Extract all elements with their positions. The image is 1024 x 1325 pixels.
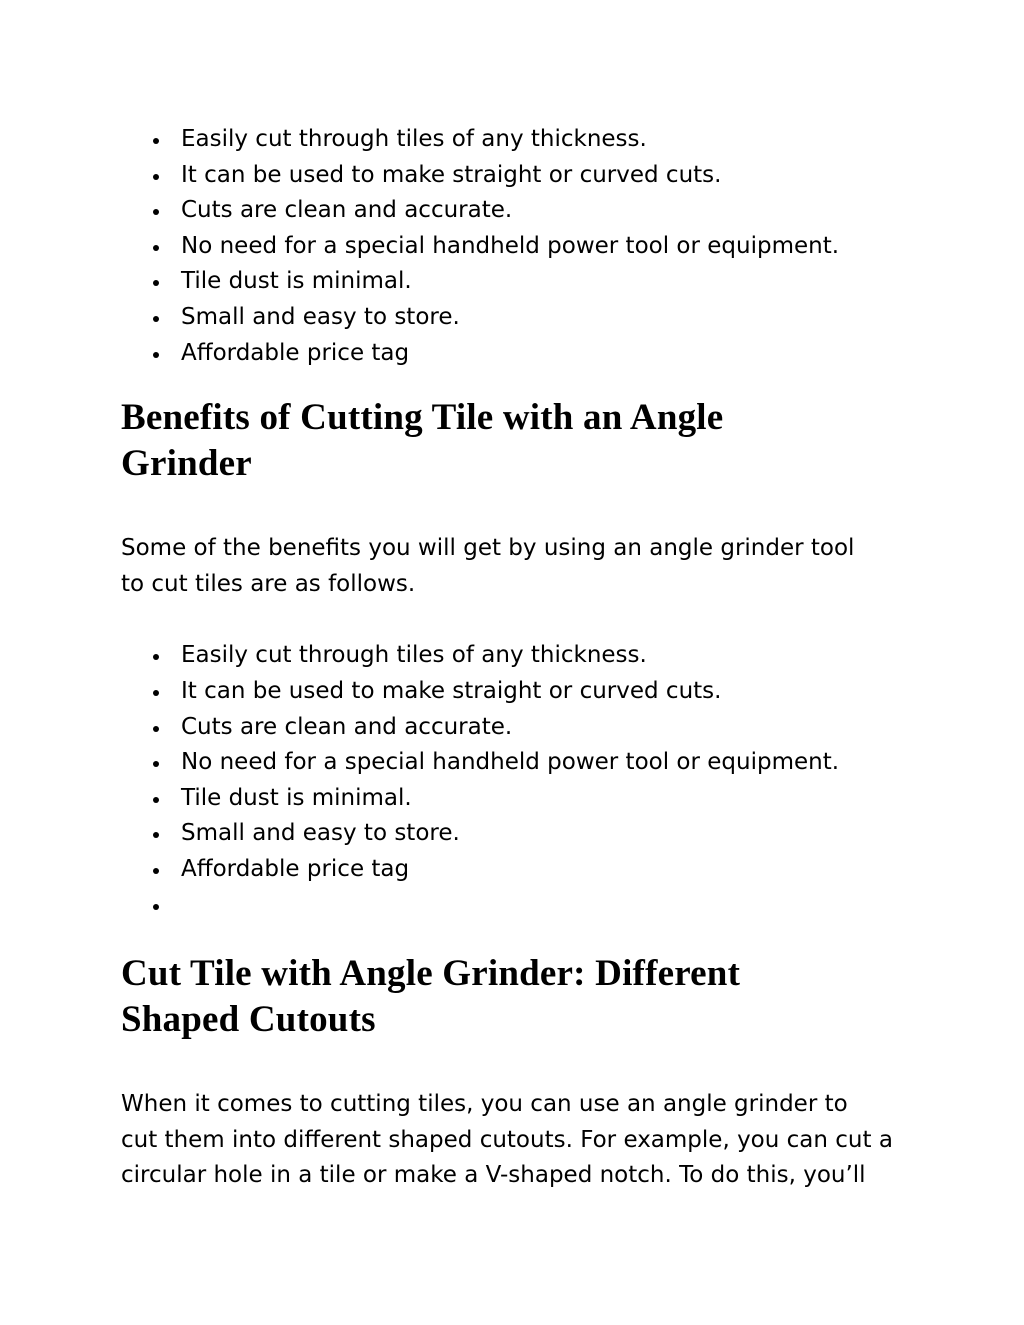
benefits-intro-paragraph: [121, 531, 911, 602]
list-item: [121, 158, 911, 194]
paragraph-line: circular hole in a tile or make a V-shaped notch. To do this, you’ll: [121, 1162, 866, 1189]
paragraph-line: to cut tiles are as follows.: [121, 570, 416, 597]
list-item: [121, 674, 911, 710]
list-item: [121, 336, 911, 372]
list-item: [121, 816, 911, 852]
list-item: [121, 264, 911, 300]
list-item-text: Affordable price tag: [181, 339, 410, 366]
bullet-icon: [153, 797, 159, 803]
bullet-icon: [153, 726, 159, 732]
paragraph-line: Some of the benefits you will get by using an angle grinder tool: [121, 535, 855, 562]
bullet-icon: [153, 280, 159, 286]
shaped-cutouts-paragraph: [121, 1087, 911, 1194]
list-item-text: Affordable price tag: [181, 855, 410, 882]
bullet-icon: [153, 316, 159, 322]
bullet-icon: [153, 832, 159, 838]
bullet-icon: [153, 352, 159, 358]
bullet-icon: [153, 209, 159, 215]
section-heading-benefits: [121, 395, 911, 487]
list-item-text: Easily cut through tiles of any thickness.: [181, 642, 647, 669]
heading-line: Shaped Cutouts: [121, 999, 376, 1041]
heading-line: Grinder: [121, 443, 252, 485]
list-item-text: Cuts are clean and accurate.: [181, 713, 513, 740]
bullet-icon: [153, 904, 159, 910]
bullet-icon: [153, 245, 159, 251]
list-item: [121, 229, 911, 265]
bullet-icon: [153, 138, 159, 144]
list-item: [121, 122, 911, 158]
paragraph-line: cut them into different shaped cutouts. For example, you can cut a: [121, 1126, 893, 1153]
features-list: [121, 122, 911, 371]
document-page: [121, 120, 911, 1194]
bullet-icon: [153, 868, 159, 874]
paragraph-line: When it comes to cutting tiles, you can use an angle grinder to: [121, 1091, 848, 1118]
list-item: [121, 710, 911, 746]
heading-line: Benefits of Cutting Tile with an Angle: [121, 397, 724, 439]
list-item-text: Small and easy to store.: [181, 820, 460, 847]
bullet-icon: [153, 174, 159, 180]
benefits-list: [121, 638, 911, 923]
list-item-text: Tile dust is minimal.: [181, 784, 412, 811]
bullet-icon: [153, 761, 159, 767]
list-item-text: It can be used to make straight or curved cuts.: [181, 677, 722, 704]
list-item: [121, 745, 911, 781]
bullet-icon: [153, 690, 159, 696]
list-item-empty: [121, 888, 911, 924]
list-item-text: It can be used to make straight or curved cuts.: [181, 161, 722, 188]
list-item-text: Easily cut through tiles of any thickness.: [181, 126, 647, 152]
list-item: [121, 638, 911, 674]
bullet-icon: [153, 654, 159, 660]
list-item-text: No need for a special handheld power tool or equipment.: [181, 749, 840, 776]
list-item: [121, 193, 911, 229]
list-item: [121, 300, 911, 336]
list-item: [121, 852, 911, 888]
list-item-text: Small and easy to store.: [181, 303, 460, 330]
list-item-text: Tile dust is minimal.: [181, 268, 412, 295]
list-item-text: No need for a special handheld power tool or equipment.: [181, 232, 840, 259]
list-item: [121, 781, 911, 817]
section-heading-shaped-cutouts: [121, 951, 911, 1043]
list-item-text: Cuts are clean and accurate.: [181, 197, 513, 224]
heading-line: Cut Tile with Angle Grinder: Different: [121, 953, 741, 995]
